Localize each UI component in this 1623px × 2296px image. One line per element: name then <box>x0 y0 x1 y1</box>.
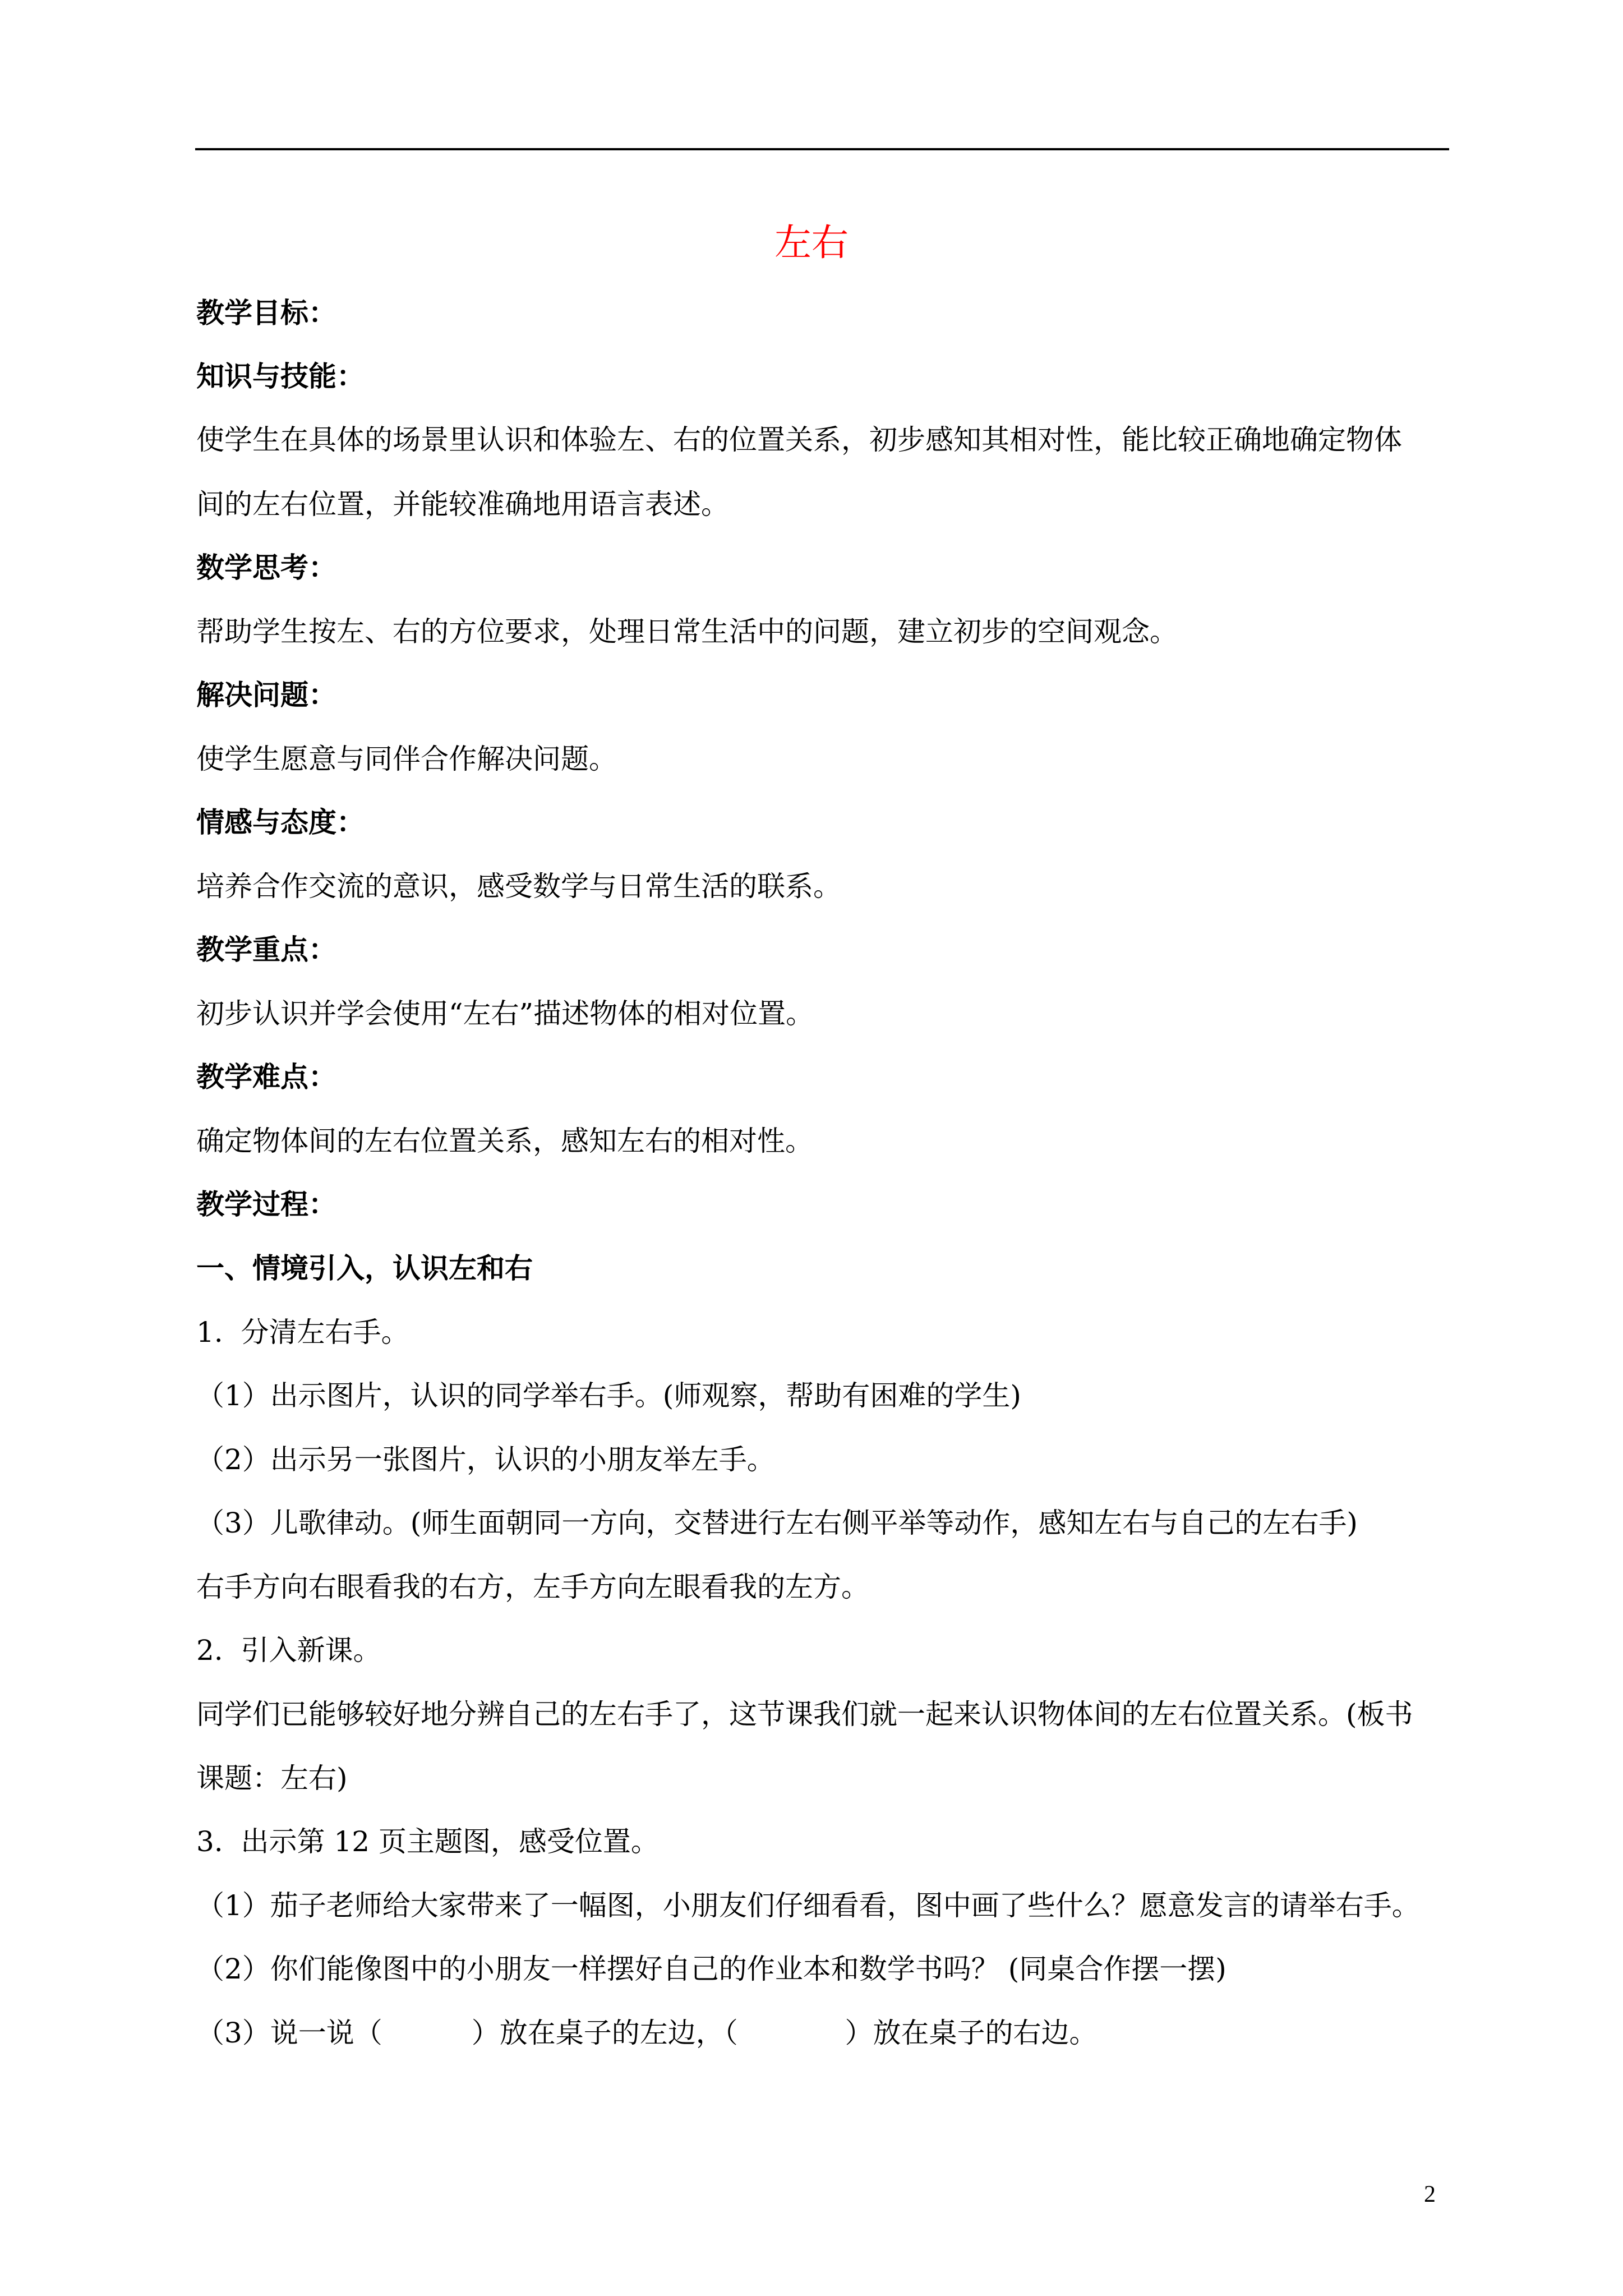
paragraph-line: 帮助学生按左、右的方位要求，处理日常生活中的问题，建立初步的空间观念。 <box>196 615 1178 648</box>
page-number: 2 <box>1424 2182 1436 2207</box>
paragraph-line: 同学们已能够较好地分辨自己的左右手了，这节课我们就一起来认识物体间的左右位置关系。(板书 <box>196 1698 1413 1731</box>
section-heading: 教学过程： <box>196 1188 336 1221</box>
section-heading: 教学目标： <box>196 297 336 329</box>
section-heading: 解决问题： <box>196 679 336 711</box>
paragraph-line: 使学生愿意与同伴合作解决问题。 <box>196 743 617 775</box>
section-heading: 一、情境引入，认识左和右 <box>196 1252 533 1285</box>
paragraph-line: 右手方向右眼看我的右方，左手方向左眼看我的左方。 <box>196 1571 869 1603</box>
list-item: （1）茄子老师给大家带来了一幅图，小朋友们仔细看看，图中画了些什么？愿意发言的请举右手。 <box>196 1889 1420 1922</box>
paragraph-line: 使学生在具体的场景里认识和体验左、右的位置关系，初步感知其相对性，能比较正确地确定物体 <box>196 424 1402 456</box>
list-item: （2）你们能像图中的小朋友一样摆好自己的作业本和数学书吗？ (同桌合作摆一摆) <box>196 1953 1227 1985</box>
paragraph-line: 间的左右位置，并能较准确地用语言表述。 <box>196 488 729 521</box>
list-item: （3）儿歌律动。(师生面朝同一方向，交替进行左右侧平举等动作，感知左右与自己的左右手) <box>196 1507 1358 1539</box>
section-heading: 教学重点： <box>196 933 336 966</box>
header-rule <box>195 148 1449 150</box>
paragraph-line: 课题：左右) <box>196 1762 348 1795</box>
list-item: 1. 分清左右手。 <box>196 1316 409 1349</box>
list-item: （1）出示图片，认识的同学举右手。(师观察，帮助有困难的学生) <box>196 1379 1021 1412</box>
section-heading: 情感与态度： <box>196 806 365 839</box>
page-title: 左右 <box>774 221 849 264</box>
section-heading: 知识与技能： <box>196 360 365 393</box>
paragraph-line: 培养合作交流的意识，感受数学与日常生活的联系。 <box>196 870 841 903</box>
paragraph-line: 确定物体间的左右位置关系，感知左右的相对性。 <box>196 1125 813 1157</box>
list-item: 3. 出示第 12 页主题图，感受位置。 <box>196 1825 659 1858</box>
list-item: （3）说一说（ ）放在桌子的左边，（ ）放在桌子的右边。 <box>196 2017 1098 2049</box>
list-item: 2. 引入新课。 <box>196 1634 381 1667</box>
list-item: （2）出示另一张图片，认识的小朋友举左手。 <box>196 1443 775 1476</box>
section-heading: 数学思考： <box>196 551 336 584</box>
paragraph-line: 初步认识并学会使用“左右”描述物体的相对位置。 <box>196 997 814 1030</box>
section-heading: 教学难点： <box>196 1061 336 1093</box>
